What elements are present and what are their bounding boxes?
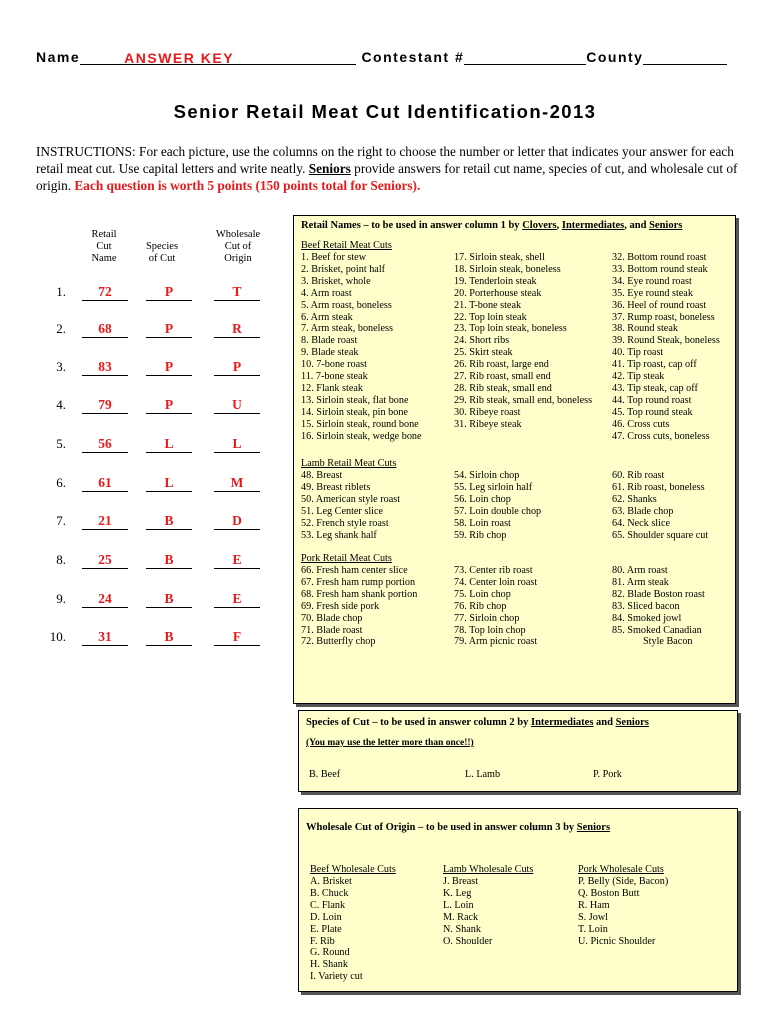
- list-item: 83. Sliced bacon: [612, 600, 680, 612]
- pork-retail-heading: Pork Retail Meat Cuts: [301, 553, 392, 564]
- list-item: 19. Tenderloin steak: [454, 275, 537, 287]
- list-item: 11. 7-bone steak: [301, 371, 368, 383]
- column-header-species: Species of Cut: [145, 241, 179, 264]
- answer-retail-field[interactable]: 79: [82, 397, 128, 414]
- lamb-retail-heading: Lamb Retail Meat Cuts: [301, 458, 397, 469]
- list-item: 66. Fresh ham center slice: [301, 565, 408, 576]
- list-item: 18. Sirloin steak, boneless: [454, 263, 561, 275]
- answer-wholesale-field[interactable]: P: [214, 359, 260, 376]
- list-item: 82. Blade Boston roast: [612, 588, 705, 600]
- list-item: 9. Blade steak: [301, 347, 359, 359]
- list-item: 79. Arm picnic roast: [454, 636, 538, 648]
- list-item: 1. Beef for stew: [301, 252, 367, 263]
- list-item: 65. Shoulder square cut: [612, 529, 709, 541]
- list-item: 55. Leg sirloin half: [454, 481, 533, 493]
- species-pork: P. Pork: [593, 769, 622, 780]
- list-item: 28. Rib steak, small end: [454, 382, 552, 394]
- list-item: J. Breast: [443, 876, 479, 887]
- list-item: 72. Butterfly chop: [301, 636, 376, 648]
- retail-box-comma: ,: [556, 220, 562, 231]
- column-header-wholesale: Wholesale Cut of Origin: [215, 229, 261, 264]
- beef-wholesale-list: [310, 876, 363, 983]
- list-item: 54. Sirloin chop: [454, 470, 520, 481]
- beef-retail-list-1: [301, 252, 422, 443]
- list-item: 67. Fresh ham rump portion: [301, 576, 416, 588]
- pork-retail-continuation: Style Bacon: [643, 636, 693, 647]
- list-item: 25. Skirt steak: [454, 347, 513, 359]
- pork-wholesale-heading: Pork Wholesale Cuts: [578, 864, 664, 875]
- list-item: 17. Sirloin steak, shell: [454, 252, 545, 263]
- list-item: A. Brisket: [310, 876, 352, 887]
- question-number: 1.: [56, 284, 66, 299]
- wholesale-box-title-text: Wholesale Cut of Origin – to be used in answer column 3 by: [306, 822, 577, 833]
- instructions-text-1: INSTRUCTIONS: For each picture, use the columns on the right to choose the number or letter that indicates your answer for each retail meat cut. Use capital letters and write neatly.: [36, 144, 734, 176]
- list-item: 59. Rib chop: [454, 529, 507, 541]
- pork-retail-list-2: [454, 565, 537, 648]
- list-item: 45. Top round steak: [612, 406, 693, 418]
- list-item: F. Rib: [310, 935, 335, 947]
- list-item: T. Loin: [578, 923, 608, 935]
- answer-retail-field[interactable]: 56: [82, 436, 128, 453]
- list-item: 6. Arm steak: [301, 311, 353, 323]
- list-item: 84. Smoked jowl: [612, 612, 682, 624]
- contestant-field[interactable]: [464, 50, 586, 65]
- species-box-seniors: Seniors: [615, 717, 649, 728]
- answer-retail-field[interactable]: 83: [82, 359, 128, 376]
- page-title: Senior Retail Meat Cut Identification-2013: [173, 101, 597, 122]
- list-item: 12. Flank steak: [301, 382, 363, 394]
- answer-species-field[interactable]: P: [146, 284, 192, 301]
- list-item: K. Leg: [443, 887, 472, 899]
- instructions-seniors: Seniors: [308, 161, 351, 176]
- list-item: 71. Blade roast: [301, 624, 363, 636]
- list-item: P. Belly (Side, Bacon): [578, 876, 669, 887]
- list-item: 63. Blade chop: [612, 505, 674, 517]
- lamb-wholesale-heading: Lamb Wholesale Cuts: [443, 864, 534, 875]
- name-field[interactable]: ANSWER KEY: [124, 50, 235, 66]
- list-item: 13. Sirloin steak, flat bone: [301, 394, 409, 406]
- list-item: L. Loin: [443, 899, 474, 911]
- question-number: 3.: [56, 359, 66, 374]
- list-item: 51. Leg Center slice: [301, 505, 384, 517]
- list-item: I. Variety cut: [310, 971, 363, 983]
- answer-retail-field[interactable]: 68: [82, 321, 128, 338]
- species-box-intermediates: Intermediates: [531, 717, 594, 728]
- species-box-and: and: [593, 717, 616, 728]
- answer-retail-field[interactable]: 61: [82, 475, 128, 492]
- list-item: 80. Arm roast: [612, 565, 668, 576]
- instructions-text-2: provide answers for retail cut name, species of cut, and wholesale cut of origin.: [36, 161, 738, 193]
- pork-retail-list-3: [612, 565, 705, 636]
- list-item: 44. Top round roast: [612, 394, 692, 406]
- question-number: 5.: [56, 436, 66, 451]
- list-item: 35. Eye round steak: [612, 287, 693, 299]
- county-label: County: [586, 49, 644, 65]
- answer-wholesale-field[interactable]: D: [214, 513, 260, 530]
- list-item: 10. 7-bone roast: [301, 359, 367, 371]
- list-item: O. Shoulder: [443, 935, 493, 947]
- list-item: 23. Top loin steak, boneless: [454, 323, 567, 335]
- list-item: 53. Leg shank half: [301, 529, 377, 541]
- retail-box-seniors: Seniors: [649, 220, 683, 231]
- retail-names-box: [293, 215, 736, 704]
- answer-wholesale-field[interactable]: E: [214, 552, 260, 569]
- lamb-retail-list-3: [612, 470, 708, 541]
- list-item: 8. Blade roast: [301, 335, 358, 347]
- list-item: 40. Tip roast: [612, 347, 664, 359]
- answer-species-field[interactable]: L: [146, 436, 192, 453]
- answer-species-field[interactable]: P: [146, 359, 192, 376]
- list-item: 74. Center loin roast: [454, 576, 538, 588]
- question-number: 7.: [56, 513, 66, 528]
- retail-box-title-text: Retail Names – to be used in answer column 1 by: [301, 220, 523, 231]
- name-label: Name: [36, 49, 81, 65]
- list-item: 77. Sirloin chop: [454, 612, 520, 624]
- beef-retail-list-2: [454, 252, 592, 431]
- header-line: [36, 49, 736, 65]
- lamb-retail-list-2: [454, 470, 541, 541]
- question-number: 6.: [56, 475, 66, 490]
- answer-species-field[interactable]: B: [146, 591, 192, 608]
- species-box: [298, 710, 738, 792]
- species-lamb: L. Lamb: [465, 769, 501, 780]
- list-item: C. Flank: [310, 899, 346, 911]
- list-item: 2. Brisket, point half: [301, 263, 386, 275]
- wholesale-box-seniors: Seniors: [576, 822, 611, 833]
- list-item: H. Shank: [310, 959, 348, 971]
- wholesale-box-title: [306, 822, 610, 833]
- list-item: 75. Loin chop: [454, 588, 511, 600]
- species-box-note: (You may use the letter more than once!!): [306, 738, 474, 748]
- answer-wholesale-field[interactable]: T: [214, 284, 260, 301]
- lamb-retail-list-1: [301, 470, 400, 541]
- list-item: R. Ham: [578, 899, 610, 911]
- answer-wholesale-field[interactable]: U: [214, 397, 260, 414]
- list-item: 68. Fresh ham shank portion: [301, 588, 418, 600]
- list-item: 14. Sirloin steak, pin bone: [301, 406, 408, 418]
- question-number: 9.: [56, 591, 66, 606]
- list-item: 56. Loin chop: [454, 493, 511, 505]
- instructions-points: Each question is worth 5 points (150 points total for Seniors).: [74, 178, 421, 193]
- list-item: 49. Breast riblets: [301, 481, 371, 493]
- answer-wholesale-field[interactable]: M: [214, 475, 260, 492]
- list-item: E. Plate: [310, 923, 342, 935]
- list-item: 37. Rump roast, boneless: [612, 311, 715, 323]
- list-item: 21. T-bone steak: [454, 299, 522, 311]
- answer-retail-field[interactable]: 72: [82, 284, 128, 301]
- list-item: 69. Fresh side pork: [301, 600, 380, 612]
- list-item: 41. Tip roast, cap off: [612, 359, 697, 371]
- species-beef: B. Beef: [309, 769, 341, 780]
- species-box-title: [306, 717, 649, 728]
- list-item: 7. Arm steak, boneless: [301, 323, 393, 335]
- answer-species-field[interactable]: P: [146, 397, 192, 414]
- county-field[interactable]: [643, 50, 727, 65]
- list-item: 73. Center rib roast: [454, 565, 533, 576]
- pork-retail-list-1: [301, 565, 417, 648]
- answer-species-field[interactable]: B: [146, 513, 192, 530]
- column-header-retail: Retail Cut Name: [91, 229, 117, 264]
- list-item: B. Chuck: [310, 887, 349, 899]
- question-number: 2.: [56, 321, 66, 336]
- answer-species-field[interactable]: B: [146, 629, 192, 646]
- list-item: 4. Arm roast: [301, 287, 352, 299]
- answer-species-field[interactable]: P: [146, 321, 192, 338]
- list-item: 70. Blade chop: [301, 612, 363, 624]
- instructions: [36, 143, 741, 194]
- list-item: 61. Rib roast, boneless: [612, 481, 705, 493]
- list-item: 81. Arm steak: [612, 576, 669, 588]
- retail-box-and: , and: [624, 220, 650, 231]
- list-item: 31. Ribeye steak: [454, 418, 522, 430]
- answer-wholesale-field[interactable]: R: [214, 321, 260, 338]
- list-item: 60. Rib roast: [612, 470, 665, 481]
- list-item: N. Shank: [443, 923, 481, 935]
- list-item: 27. Rib roast, small end: [454, 371, 551, 383]
- list-item: 22. Top loin steak: [454, 311, 527, 323]
- list-item: 78. Top loin chop: [454, 624, 526, 636]
- list-item: D. Loin: [310, 911, 342, 923]
- wholesale-box: [298, 808, 738, 992]
- list-item: 85. Smoked Canadian: [612, 624, 702, 636]
- list-item: 43. Tip steak, cap off: [612, 382, 698, 394]
- list-item: 15. Sirloin steak, round bone: [301, 418, 419, 430]
- list-item: G. Round: [310, 947, 350, 959]
- list-item: 46. Cross cuts: [612, 418, 670, 430]
- list-item: 39. Round Steak, boneless: [612, 335, 720, 347]
- list-item: 62. Shanks: [612, 493, 657, 505]
- question-number: 4.: [56, 397, 66, 412]
- list-item: 57. Loin double chop: [454, 505, 542, 517]
- list-item: 76. Rib chop: [454, 600, 507, 612]
- name-underline-left: [80, 50, 124, 65]
- list-item: 5. Arm roast, boneless: [301, 299, 392, 311]
- contestant-label: Contestant #: [361, 49, 465, 65]
- answer-species-field[interactable]: L: [146, 475, 192, 492]
- list-item: 64. Neck slice: [612, 517, 670, 529]
- answer-wholesale-field[interactable]: E: [214, 591, 260, 608]
- species-box-title-text: Species of Cut – to be used in answer column 2 by: [306, 717, 531, 728]
- list-item: 33. Bottom round steak: [612, 263, 708, 275]
- retail-box-title: [301, 220, 682, 231]
- list-item: 34. Eye round roast: [612, 275, 692, 287]
- retail-box-intermediates: Intermediates: [561, 220, 625, 231]
- answer-species-field[interactable]: B: [146, 552, 192, 569]
- list-item: U. Picnic Shoulder: [578, 935, 656, 947]
- list-item: 48. Breast: [301, 470, 343, 481]
- list-item: Q. Boston Butt: [578, 887, 640, 899]
- pork-wholesale-list: [578, 876, 668, 947]
- list-item: 26. Rib roast, large end: [454, 359, 549, 371]
- list-item: 32. Bottom round roast: [612, 252, 707, 263]
- list-item: 42. Tip steak: [612, 371, 665, 383]
- retail-box-clovers: Clovers: [522, 220, 557, 231]
- list-item: M. Rack: [443, 911, 479, 923]
- answer-retail-field[interactable]: 31: [82, 629, 128, 646]
- list-item: 3. Brisket, whole: [301, 275, 371, 287]
- list-item: 36. Heel of round roast: [612, 299, 707, 311]
- answer-wholesale-field[interactable]: L: [214, 436, 260, 453]
- list-item: 50. American style roast: [301, 493, 401, 505]
- list-item: 30. Ribeye roast: [454, 406, 521, 418]
- name-underline-right: [234, 50, 356, 65]
- beef-retail-list-3: [612, 252, 720, 443]
- list-item: 47. Cross cuts, boneless: [612, 430, 710, 442]
- list-item: 16. Sirloin steak, wedge bone: [301, 430, 422, 442]
- list-item: 29. Rib steak, small end, boneless: [454, 394, 593, 406]
- beef-retail-heading: Beef Retail Meat Cuts: [301, 240, 392, 251]
- beef-wholesale-heading: Beef Wholesale Cuts: [310, 864, 396, 875]
- answer-retail-field[interactable]: 24: [82, 591, 128, 608]
- list-item: 38. Round steak: [612, 323, 678, 335]
- question-number: 8.: [56, 552, 66, 567]
- list-item: 58. Loin roast: [454, 517, 511, 529]
- list-item: 52. French style roast: [301, 517, 389, 529]
- question-number: 10.: [49, 629, 66, 644]
- answer-retail-field[interactable]: 21: [82, 513, 128, 530]
- answer-wholesale-field[interactable]: F: [214, 629, 260, 646]
- list-item: 20. Porterhouse steak: [454, 287, 542, 299]
- list-item: S. Jowl: [578, 911, 609, 923]
- list-item: 24. Short ribs: [454, 335, 510, 347]
- lamb-wholesale-list: [443, 876, 492, 947]
- answer-retail-field[interactable]: 25: [82, 552, 128, 569]
